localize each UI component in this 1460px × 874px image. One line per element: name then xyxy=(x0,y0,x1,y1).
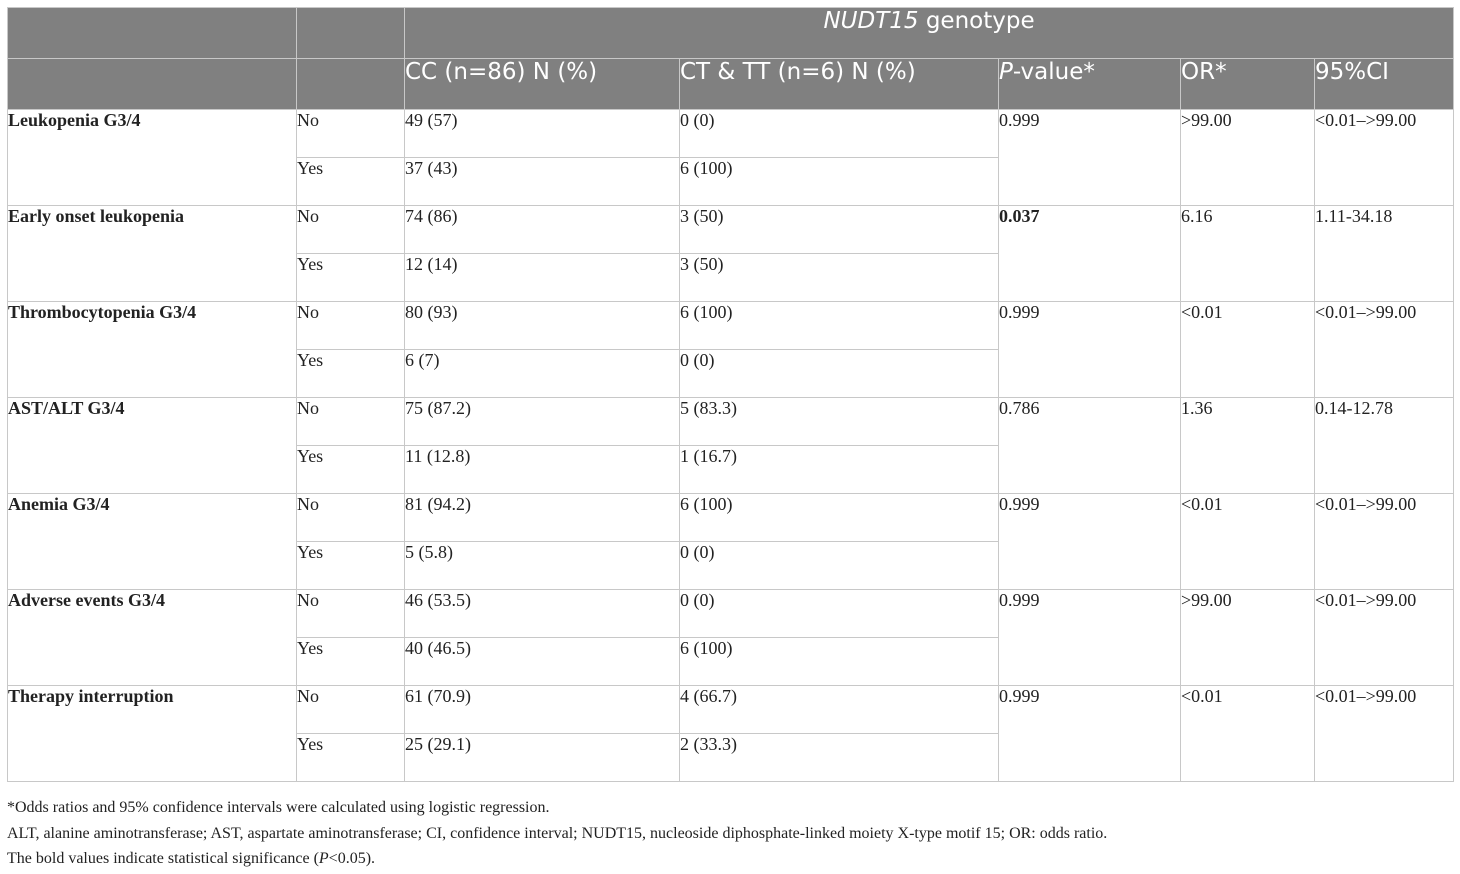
ci-value: <0.01–>99.00 xyxy=(1315,686,1454,782)
col-header-cc: CC (n=86) N (%) xyxy=(405,59,680,110)
cc-yes-value: 40 (46.5) xyxy=(405,638,680,686)
ct-no-value: 6 (100) xyxy=(680,302,999,350)
or-value: <0.01 xyxy=(1181,302,1315,398)
ci-value: <0.01–>99.00 xyxy=(1315,590,1454,686)
table-row xyxy=(8,398,1454,446)
table-row xyxy=(8,590,1454,638)
ct-no-value: 5 (83.3) xyxy=(680,398,999,446)
ct-yes-value: 6 (100) xyxy=(680,158,999,206)
header-blank-3 xyxy=(8,59,297,110)
genotype-header: NUDT15 genotype xyxy=(405,8,1454,59)
ct-no-value: 6 (100) xyxy=(680,494,999,542)
row-label: Thrombocytopenia G3/4 xyxy=(8,302,297,398)
or-value: <0.01 xyxy=(1181,494,1315,590)
cc-yes-value: 5 (5.8) xyxy=(405,542,680,590)
ct-yes-value: 0 (0) xyxy=(680,542,999,590)
col-header-ci: 95%CI xyxy=(1315,59,1454,110)
results-table xyxy=(7,7,1454,782)
ct-yes-value: 0 (0) xyxy=(680,350,999,398)
ci-value: <0.01–>99.00 xyxy=(1315,110,1454,206)
row-label: Adverse events G3/4 xyxy=(8,590,297,686)
p-value: 0.999 xyxy=(999,686,1181,782)
p-value: 0.999 xyxy=(999,110,1181,206)
ci-value: <0.01–>99.00 xyxy=(1315,494,1454,590)
col-header-ct-tt: CT & TT (n=6) N (%) xyxy=(680,59,999,110)
cc-no-value: 61 (70.9) xyxy=(405,686,680,734)
p-value: 0.786 xyxy=(999,398,1181,494)
or-value: >99.00 xyxy=(1181,110,1315,206)
or-value: <0.01 xyxy=(1181,686,1315,782)
yes-label: Yes xyxy=(297,638,405,686)
header-blank-4 xyxy=(297,59,405,110)
row-label: AST/ALT G3/4 xyxy=(8,398,297,494)
ct-yes-value: 3 (50) xyxy=(680,254,999,302)
ct-yes-value: 1 (16.7) xyxy=(680,446,999,494)
cc-yes-value: 25 (29.1) xyxy=(405,734,680,782)
col-header-or: OR* xyxy=(1181,59,1315,110)
no-label: No xyxy=(297,686,405,734)
cc-yes-value: 6 (7) xyxy=(405,350,680,398)
no-label: No xyxy=(297,110,405,158)
yes-label: Yes xyxy=(297,446,405,494)
cc-no-value: 46 (53.5) xyxy=(405,590,680,638)
no-label: No xyxy=(297,302,405,350)
ct-yes-value: 6 (100) xyxy=(680,638,999,686)
cc-yes-value: 37 (43) xyxy=(405,158,680,206)
row-label: Therapy interruption xyxy=(8,686,297,782)
cc-yes-value: 12 (14) xyxy=(405,254,680,302)
table-row xyxy=(8,686,1454,734)
header-blank-1 xyxy=(8,8,297,59)
yes-label: Yes xyxy=(297,350,405,398)
table-row xyxy=(8,110,1454,158)
ct-no-value: 0 (0) xyxy=(680,590,999,638)
no-label: No xyxy=(297,206,405,254)
p-value: 0.999 xyxy=(999,590,1181,686)
header-blank-2 xyxy=(297,8,405,59)
ci-value: 0.14-12.78 xyxy=(1315,398,1454,494)
footnote-abbreviations: ALT, alanine aminotransferase; AST, aspartate aminotransferase; CI, confidence interval; NUDT15, nucleoside diphosphate-linked moiety X-type motif 15; OR: odds ratio. xyxy=(7,824,1108,842)
table-row xyxy=(8,494,1454,542)
yes-label: Yes xyxy=(297,254,405,302)
or-value: >99.00 xyxy=(1181,590,1315,686)
cc-yes-value: 11 (12.8) xyxy=(405,446,680,494)
p-value-significant: 0.037 xyxy=(999,206,1181,302)
table-row xyxy=(8,302,1454,350)
footnotes xyxy=(7,795,1107,872)
yes-label: Yes xyxy=(297,158,405,206)
footnote-bold-values: The bold values indicate statistical significance (P<0.05). xyxy=(7,850,376,867)
row-label: Anemia G3/4 xyxy=(8,494,297,590)
cc-no-value: 75 (87.2) xyxy=(405,398,680,446)
ci-value: <0.01–>99.00 xyxy=(1315,302,1454,398)
ct-no-value: 3 (50) xyxy=(680,206,999,254)
ct-yes-value: 2 (33.3) xyxy=(680,734,999,782)
no-label: No xyxy=(297,494,405,542)
table-row xyxy=(8,206,1454,254)
yes-label: Yes xyxy=(297,734,405,782)
p-value: 0.999 xyxy=(999,494,1181,590)
or-value: 1.36 xyxy=(1181,398,1315,494)
cc-no-value: 81 (94.2) xyxy=(405,494,680,542)
yes-label: Yes xyxy=(297,542,405,590)
cc-no-value: 80 (93) xyxy=(405,302,680,350)
col-header-p-value: P-value* xyxy=(999,59,1181,110)
ci-value: 1.11-34.18 xyxy=(1315,206,1454,302)
no-label: No xyxy=(297,398,405,446)
or-value: 6.16 xyxy=(1181,206,1315,302)
p-value: 0.999 xyxy=(999,302,1181,398)
row-label: Early onset leukopenia xyxy=(8,206,297,302)
footnote-logistic-regression: *Odds ratios and 95% confidence intervals were calculated using logistic regression. xyxy=(7,799,550,816)
ct-no-value: 4 (66.7) xyxy=(680,686,999,734)
cc-no-value: 74 (86) xyxy=(405,206,680,254)
row-label: Leukopenia G3/4 xyxy=(8,110,297,206)
ct-no-value: 0 (0) xyxy=(680,110,999,158)
no-label: No xyxy=(297,590,405,638)
cc-no-value: 49 (57) xyxy=(405,110,680,158)
